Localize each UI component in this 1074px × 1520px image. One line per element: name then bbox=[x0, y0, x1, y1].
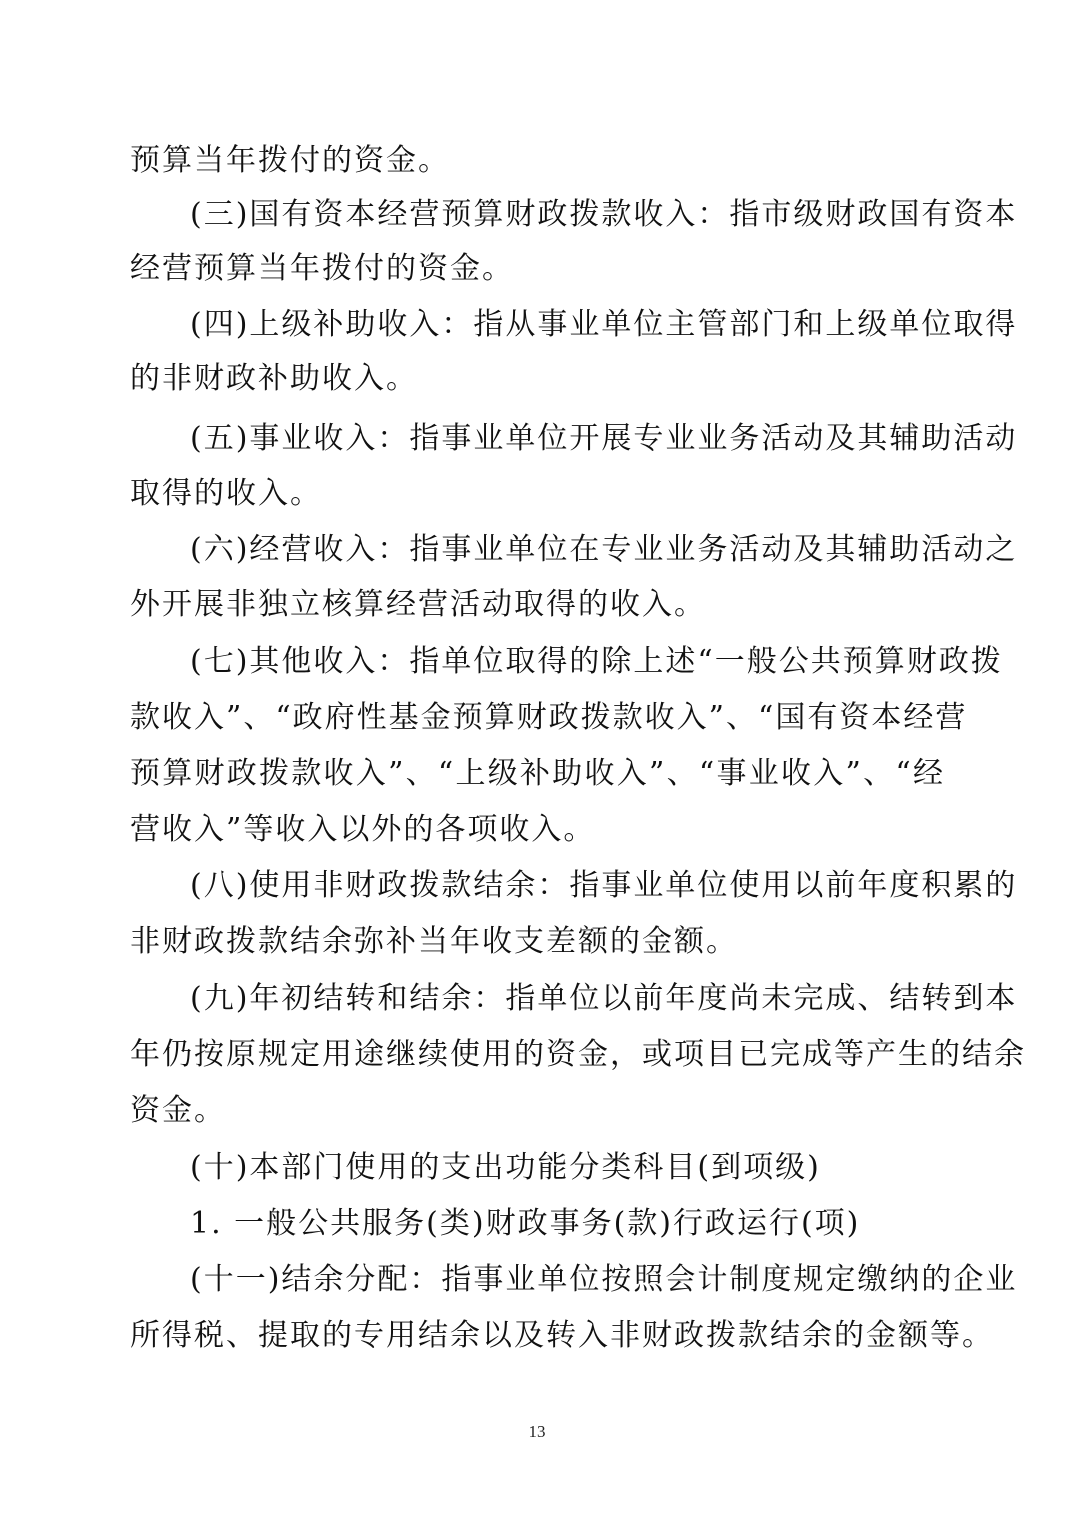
text-line: 预算财政拨款收入”、“上级补助收入”、“事业收入”、“经 bbox=[130, 756, 945, 791]
text-line: (三)国有资本经营预算财政拨款收入：指市级财政国有资本 bbox=[190, 197, 1018, 232]
text-line: (八)使用非财政拨款结余：指事业单位使用以前年度积累的 bbox=[190, 868, 1018, 903]
page-number: 13 bbox=[528, 1422, 546, 1441]
text-line: (四)上级补助收入：指从事业单位主管部门和上级单位取得 bbox=[190, 307, 1018, 342]
text-line: 的非财政补助收入。 bbox=[130, 361, 418, 396]
text-line: (六)经营收入：指事业单位在专业业务活动及其辅助活动之 bbox=[190, 532, 1018, 567]
text-line: 营收入”等收入以外的各项收入。 bbox=[130, 812, 596, 847]
text-line: (九)年初结转和结余：指单位以前年度尚未完成、结转到本 bbox=[190, 981, 1018, 1016]
text-line: (十)本部门使用的支出功能分类科目(到项级) bbox=[190, 1150, 821, 1185]
text-line: (十一)结余分配：指事业单位按照会计制度规定缴纳的企业 bbox=[190, 1262, 1018, 1297]
text-line: 资金。 bbox=[130, 1093, 226, 1128]
text-line: 年仍按原规定用途继续使用的资金，或项目已完成等产生的结余 bbox=[130, 1037, 1026, 1072]
text-line: 所得税、提取的专用结余以及转入非财政拨款结余的金额等。 bbox=[130, 1318, 994, 1353]
text-line: 非财政拨款结余弥补当年收支差额的金额。 bbox=[130, 924, 738, 959]
text-line: 预算当年拨付的资金。 bbox=[130, 143, 450, 178]
text-line: (七)其他收入：指单位取得的除上述“一般公共预算财政拨 bbox=[190, 644, 1003, 679]
text-line: 外开展非独立核算经营活动取得的收入。 bbox=[130, 587, 706, 622]
text-line: 取得的收入。 bbox=[130, 476, 322, 511]
text-line: 1. 一般公共服务(类)财政事务(款)行政运行(项) bbox=[190, 1206, 861, 1241]
text-line: 款收入”、“政府性基金预算财政拨款收入”、“国有资本经营 bbox=[130, 700, 968, 735]
text-line: 经营预算当年拨付的资金。 bbox=[130, 251, 514, 286]
text-line: (五)事业收入：指事业单位开展专业业务活动及其辅助活动 bbox=[190, 421, 1018, 456]
